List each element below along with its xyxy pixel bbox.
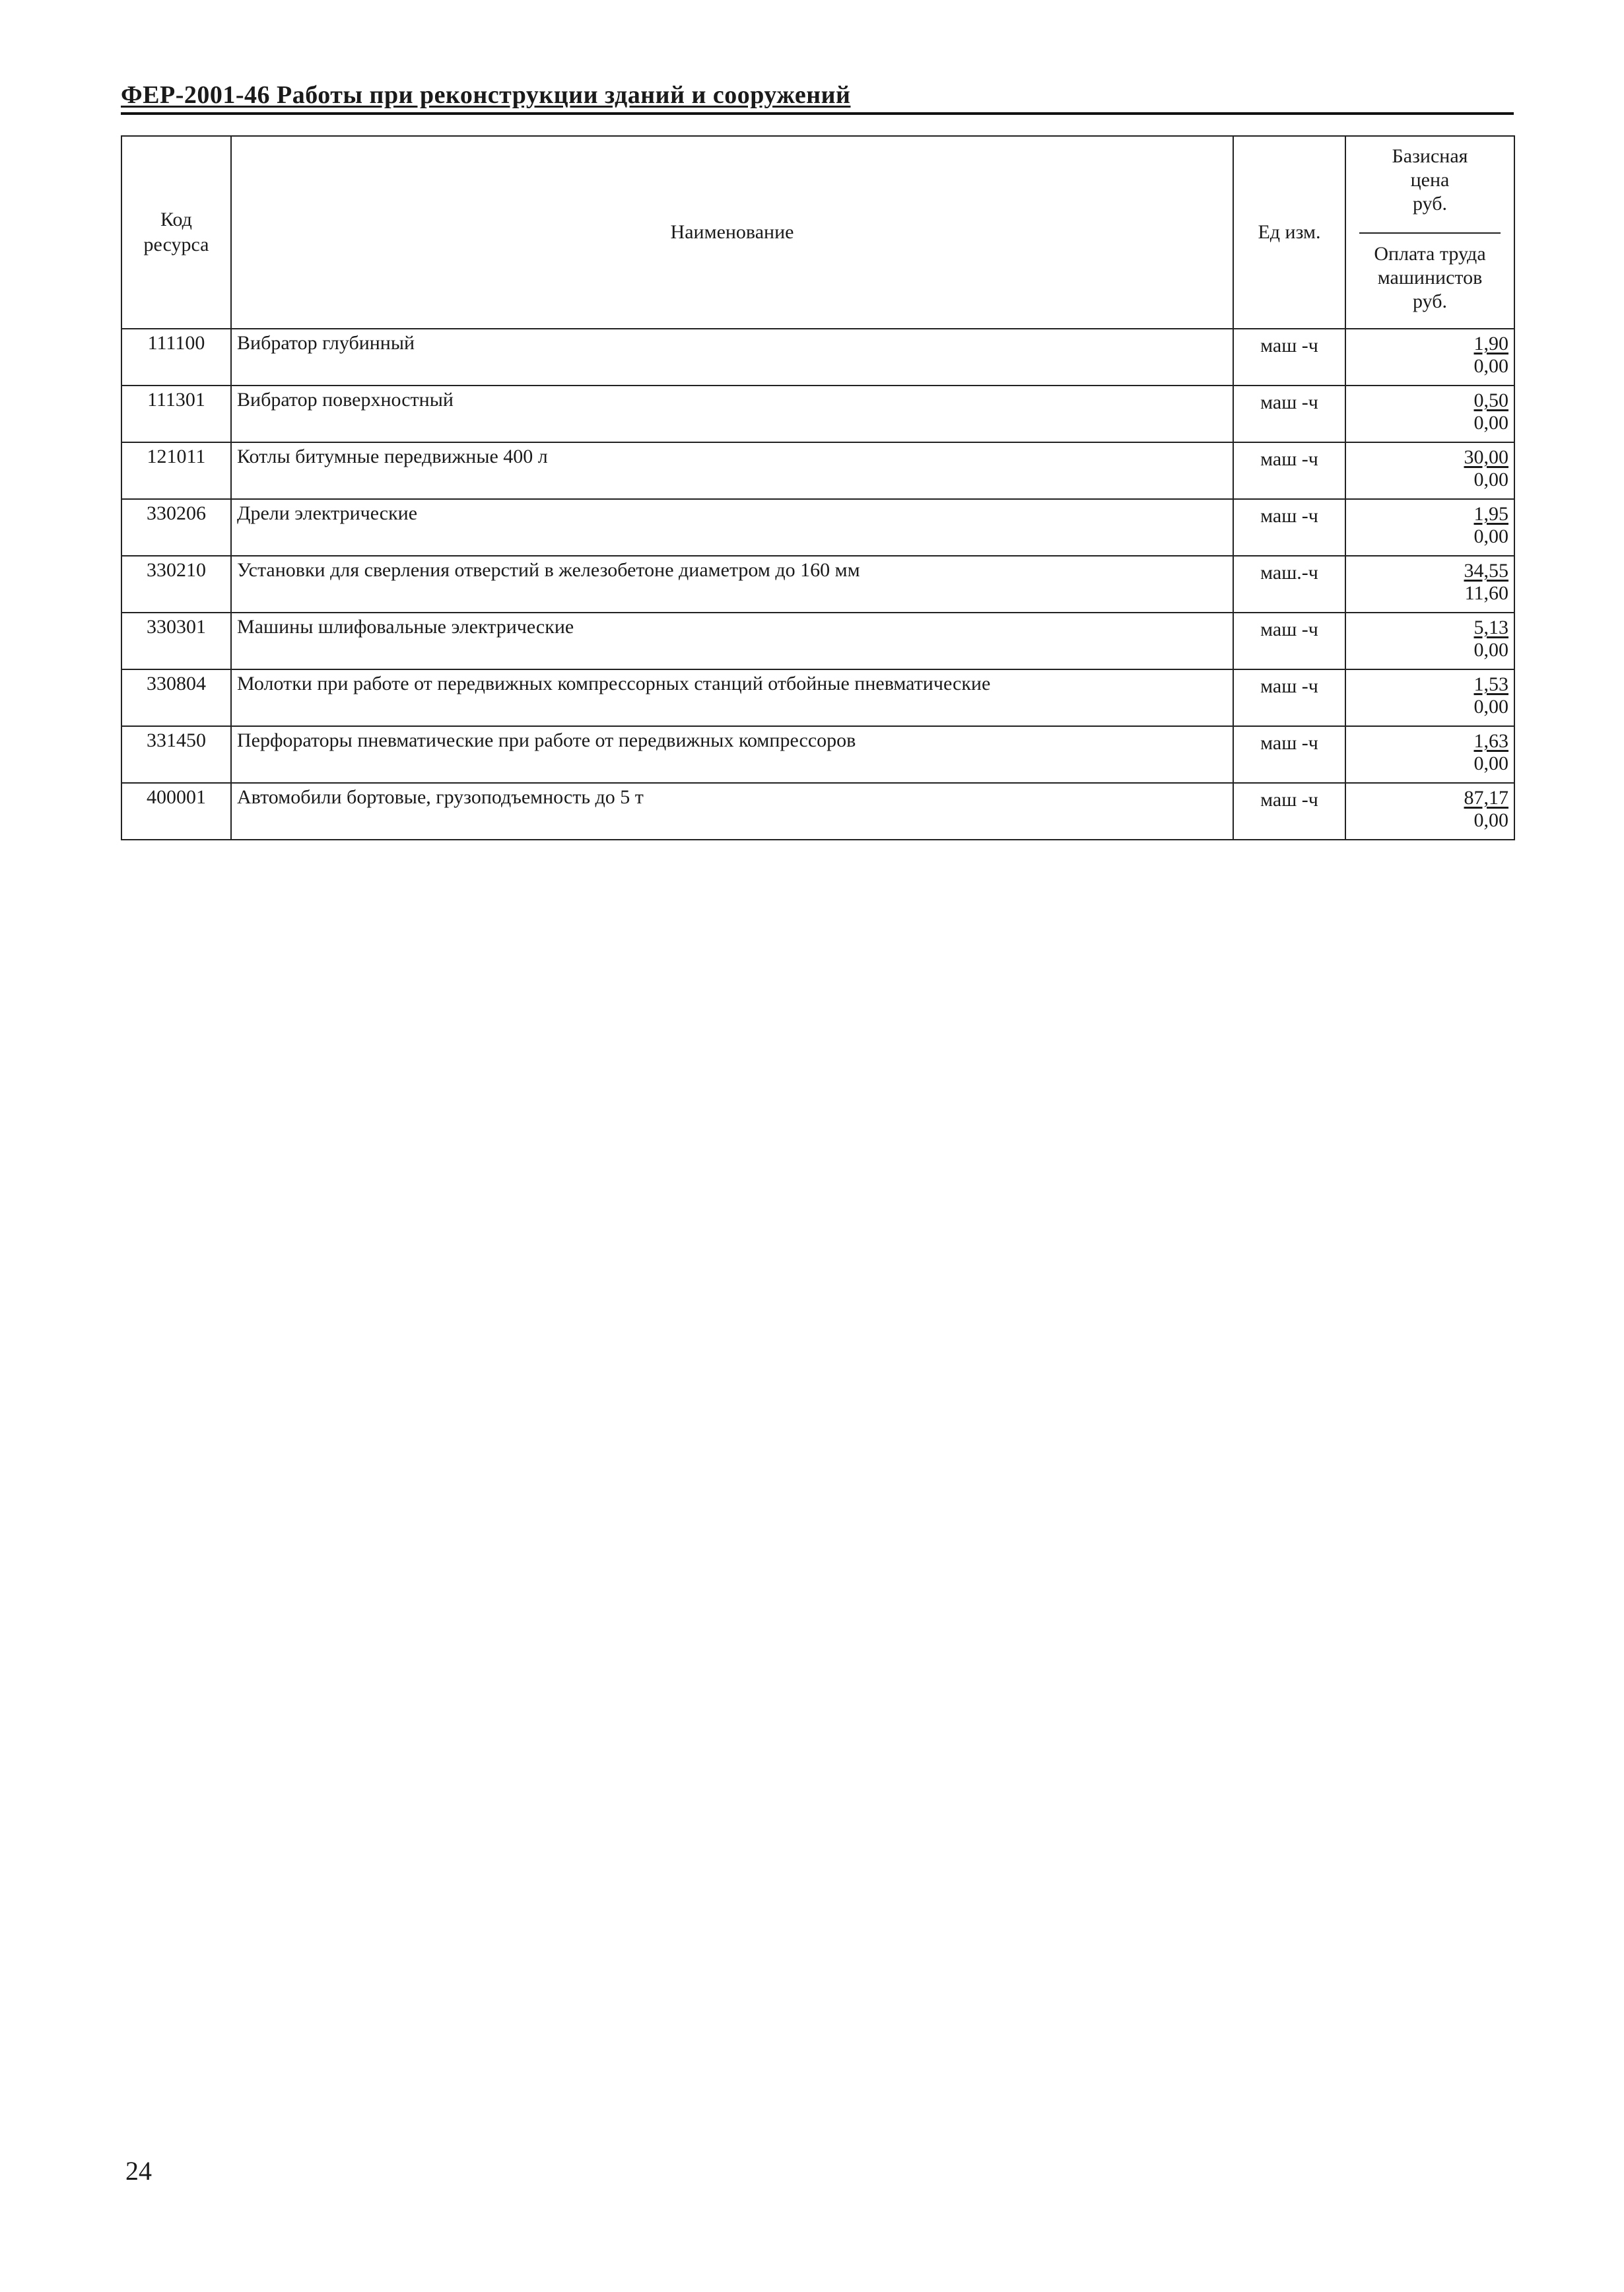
table-row: [121, 726, 1514, 783]
resource-unit: маш -ч: [1233, 442, 1345, 499]
resource-name: Дрели электрические: [231, 499, 1233, 556]
table-row: [121, 386, 1514, 442]
operator-wage: 11,60: [1464, 582, 1508, 604]
resource-unit: маш -ч: [1233, 386, 1345, 442]
operator-wage: 0,00: [1473, 469, 1508, 490]
header-code: Код ресурса: [121, 136, 231, 329]
page-number: 24: [125, 2156, 152, 2186]
resource-code: 121011: [121, 442, 231, 499]
resource-code: 400001: [121, 783, 231, 840]
base-price: 1,95: [1473, 503, 1508, 525]
operator-wage: 0,00: [1473, 809, 1508, 831]
base-price: 1,53: [1473, 673, 1508, 695]
header-divider: [1359, 232, 1501, 234]
header-unit: Ед изм.: [1233, 136, 1345, 329]
table-row: [121, 329, 1514, 386]
resource-unit: маш -ч: [1233, 329, 1345, 386]
header-name: Наименование: [231, 136, 1233, 329]
resource-unit: маш -ч: [1233, 499, 1345, 556]
resource-unit: маш -ч: [1233, 613, 1345, 669]
header-price: [1345, 136, 1514, 329]
resource-price-cell: [1345, 442, 1514, 499]
resource-price-cell: [1345, 613, 1514, 669]
operator-wage: 0,00: [1473, 355, 1508, 377]
header-operator-wage: Оплата труда машинистов руб.: [1374, 243, 1486, 312]
base-price: 1,63: [1473, 730, 1508, 752]
table-row: [121, 499, 1514, 556]
resource-code: 330210: [121, 556, 231, 613]
operator-wage: 0,00: [1473, 412, 1508, 434]
resources-table: [121, 135, 1515, 840]
header-base-price: Базисная цена руб.: [1392, 145, 1468, 215]
table-row: [121, 442, 1514, 499]
base-price: 87,17: [1464, 787, 1508, 809]
resource-code: 330804: [121, 669, 231, 726]
table-body: [121, 329, 1514, 840]
operator-wage: 0,00: [1473, 696, 1508, 718]
resource-name: Вибратор глубинный: [231, 329, 1233, 386]
resource-price-cell: [1345, 783, 1514, 840]
resource-price-cell: [1345, 726, 1514, 783]
resource-name: Котлы битумные передвижные 400 л: [231, 442, 1233, 499]
resource-name: Машины шлифовальные электрические: [231, 613, 1233, 669]
resource-name: Автомобили бортовые, грузоподъемность до 5 т: [231, 783, 1233, 840]
base-price: 1,90: [1473, 333, 1508, 354]
resource-unit: маш -ч: [1233, 669, 1345, 726]
table-header-row: [121, 136, 1514, 329]
resource-price-cell: [1345, 556, 1514, 613]
operator-wage: 0,00: [1473, 639, 1508, 661]
resource-price-cell: [1345, 386, 1514, 442]
document-title: ФЕР-2001-46 Работы при реконструкции зданий и сооружений: [121, 81, 851, 109]
operator-wage: 0,00: [1473, 525, 1508, 547]
resource-code: 330206: [121, 499, 231, 556]
resource-name: Вибратор поверхностный: [231, 386, 1233, 442]
resource-code: 111301: [121, 386, 231, 442]
base-price: 34,55: [1464, 560, 1508, 582]
resource-name: Установки для сверления отверстий в железобетоне диаметром до 160 мм: [231, 556, 1233, 613]
resource-unit: маш.-ч: [1233, 556, 1345, 613]
resource-code: 330301: [121, 613, 231, 669]
resource-code: 331450: [121, 726, 231, 783]
table-row: [121, 556, 1514, 613]
resource-name: Молотки при работе от передвижных компрессорных станций отбойные пневматические: [231, 669, 1233, 726]
page-header: [121, 78, 1514, 115]
resource-unit: маш -ч: [1233, 783, 1345, 840]
resource-code: 111100: [121, 329, 231, 386]
table-row: [121, 613, 1514, 669]
operator-wage: 0,00: [1473, 753, 1508, 774]
table-row: [121, 783, 1514, 840]
resource-name: Перфораторы пневматические при работе от передвижных компрессоров: [231, 726, 1233, 783]
resource-price-cell: [1345, 499, 1514, 556]
base-price: 0,50: [1473, 389, 1508, 411]
resource-unit: маш -ч: [1233, 726, 1345, 783]
resource-price-cell: [1345, 669, 1514, 726]
base-price: 30,00: [1464, 446, 1508, 468]
base-price: 5,13: [1473, 617, 1508, 638]
table-row: [121, 669, 1514, 726]
resource-price-cell: [1345, 329, 1514, 386]
